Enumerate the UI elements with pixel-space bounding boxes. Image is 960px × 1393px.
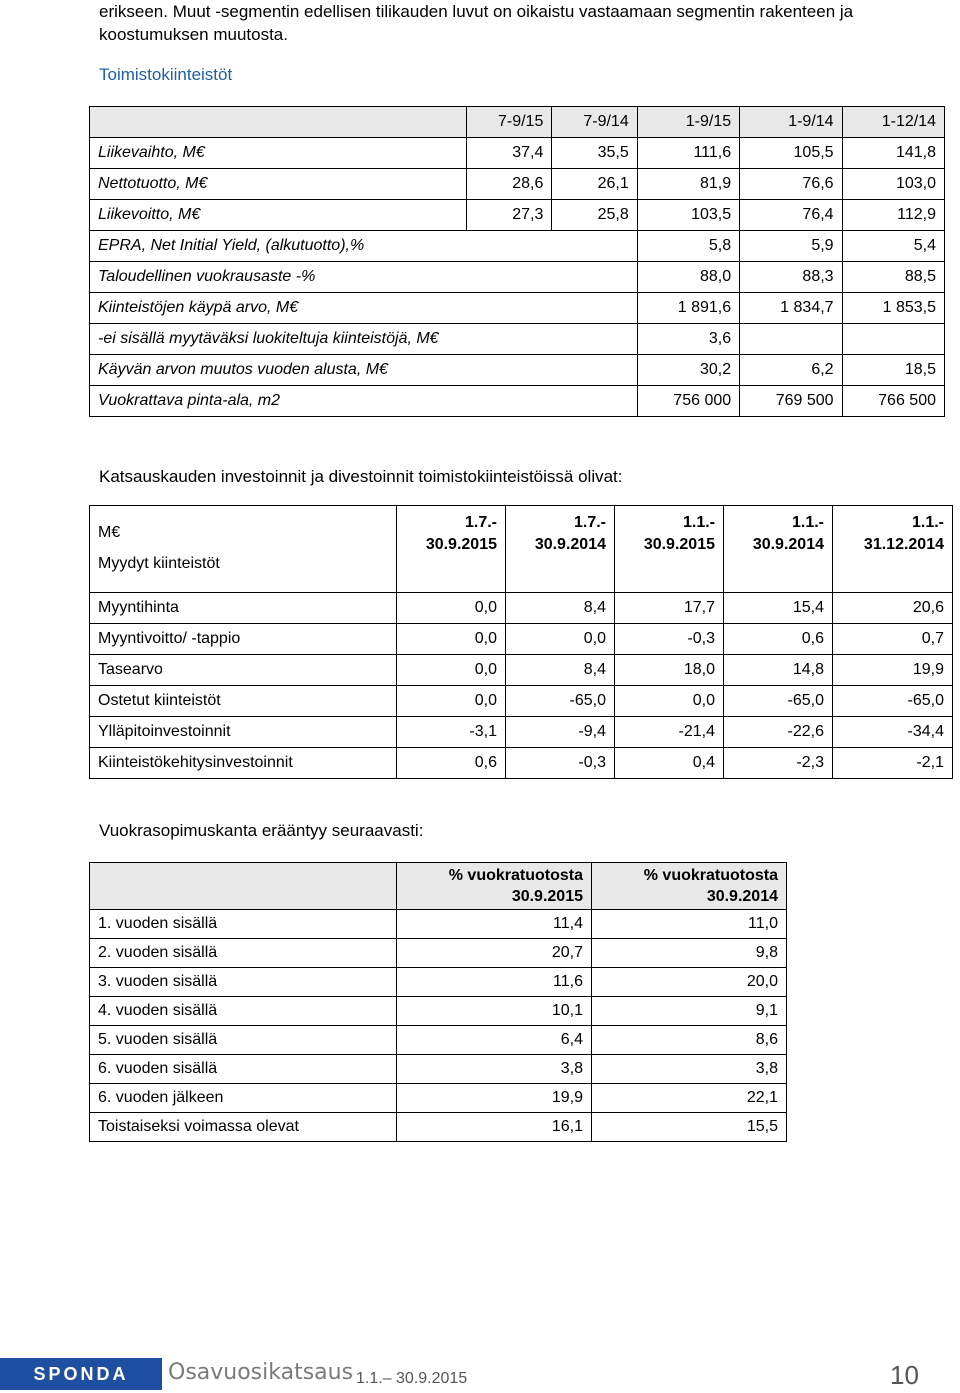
investments-table [89, 505, 953, 779]
table-row [90, 293, 945, 324]
cell-value: 11,0 [592, 910, 787, 939]
header-label-cell [90, 506, 397, 593]
cell-value: -65,0 [506, 686, 615, 717]
cell-value: 88,3 [740, 262, 842, 293]
cell-value: 9,8 [592, 939, 787, 968]
table-row [90, 624, 953, 655]
table-row [90, 231, 945, 262]
column-header: 1-12/14 [842, 107, 944, 138]
row-label: 3. vuoden sisällä [90, 968, 397, 997]
row-label: Liikevoitto, M€ [90, 200, 467, 231]
column-header-line1: 1.7.- [464, 514, 497, 531]
column-header-line2: 30.9.2014 [534, 536, 606, 553]
cell-value: -21,4 [615, 717, 724, 748]
cell-value: 27,3 [467, 200, 552, 231]
page-number: 10 [890, 1360, 919, 1390]
column-header [397, 863, 592, 910]
row-label: Ostetut kiinteistöt [90, 686, 397, 717]
row-label: Ylläpitoinvestoinnit [90, 717, 397, 748]
column-header-line2: 31.12.2014 [863, 536, 944, 553]
cell-value: 141,8 [842, 138, 944, 169]
subheading-sold-properties: Myydyt kiinteistöt [98, 555, 220, 572]
table-row [90, 968, 787, 997]
lease-expiry-table [89, 862, 787, 1142]
cell-value: 88,5 [842, 262, 944, 293]
cell-value: 1 834,7 [740, 293, 842, 324]
publication-name: Osavuosikatsaus [168, 1360, 354, 1385]
section-title-investments: Katsauskauden investoinnit ja divestoinnit toimistokiinteistöissä olivat: [99, 467, 623, 486]
column-header [397, 506, 506, 593]
cell-value: 103,5 [637, 200, 739, 231]
table-row [90, 1026, 787, 1055]
cell-value: 0,4 [615, 748, 724, 779]
cell-value: 5,9 [740, 231, 842, 262]
section-title-lease-expiry: Vuokrasopimuskanta erääntyy seuraavasti: [99, 821, 424, 840]
column-header-line2: 30.9.2015 [643, 536, 715, 553]
row-label: Käyvän arvon muutos vuoden alusta, M€ [90, 355, 638, 386]
cell-value: 105,5 [740, 138, 842, 169]
row-label: Liikevaihto, M€ [90, 138, 467, 169]
cell-value: 3,6 [637, 324, 739, 355]
cell-value: -2,3 [724, 748, 833, 779]
cell-value: 6,2 [740, 355, 842, 386]
cell-value: 35,5 [552, 138, 637, 169]
row-label: 4. vuoden sisällä [90, 997, 397, 1026]
sponda-logo: SPONDA [0, 1358, 162, 1390]
column-header: 7-9/15 [467, 107, 552, 138]
row-label: 5. vuoden sisällä [90, 1026, 397, 1055]
cell-value: 15,4 [724, 593, 833, 624]
cell-value: 11,6 [397, 968, 592, 997]
cell-value: -65,0 [724, 686, 833, 717]
cell-value: 0,7 [833, 624, 953, 655]
row-label: 2. vuoden sisällä [90, 939, 397, 968]
cell-value: -34,4 [833, 717, 953, 748]
table-row [90, 939, 787, 968]
column-header-line1: % vuokratuotosta [643, 867, 778, 884]
row-label: Kiinteistökehitysinvestoinnit [90, 748, 397, 779]
table-row [90, 262, 945, 293]
table-row [90, 593, 953, 624]
column-header-line1: % vuokratuotosta [448, 867, 583, 884]
cell-value: 769 500 [740, 386, 842, 417]
cell-value: 19,9 [833, 655, 953, 686]
cell-value: 26,1 [552, 169, 637, 200]
cell-value: 20,0 [592, 968, 787, 997]
cell-value: -65,0 [833, 686, 953, 717]
column-header [724, 506, 833, 593]
cell-value: 81,9 [637, 169, 739, 200]
row-label: 6. vuoden sisällä [90, 1055, 397, 1084]
cell-value: 16,1 [397, 1113, 592, 1142]
row-label: 1. vuoden sisällä [90, 910, 397, 939]
row-label: Myyntihinta [90, 593, 397, 624]
row-label: Vuokrattava pinta-ala, m2 [90, 386, 638, 417]
row-label: Nettotuotto, M€ [90, 169, 467, 200]
header-empty-cell [90, 863, 397, 910]
cell-value: 0,0 [397, 686, 506, 717]
table-header-row [90, 863, 787, 910]
cell-value: -0,3 [615, 624, 724, 655]
cell-value: 8,6 [592, 1026, 787, 1055]
column-header: 1-9/15 [637, 107, 739, 138]
table-header-row [90, 506, 953, 593]
column-header [592, 863, 787, 910]
table-row [90, 169, 945, 200]
cell-value: 88,0 [637, 262, 739, 293]
cell-value: 37,4 [467, 138, 552, 169]
row-label: Toistaiseksi voimassa olevat [90, 1113, 397, 1142]
table-row [90, 355, 945, 386]
cell-value: 103,0 [842, 169, 944, 200]
cell-value: 11,4 [397, 910, 592, 939]
row-label: Myyntivoitto/ -tappio [90, 624, 397, 655]
cell-value: -2,1 [833, 748, 953, 779]
cell-value: 28,6 [467, 169, 552, 200]
report-period: 1.1.– 30.9.2015 [356, 1370, 468, 1387]
cell-value: 18,0 [615, 655, 724, 686]
column-header-line2: 30.9.2014 [752, 536, 824, 553]
table-row [90, 686, 953, 717]
intro-paragraph: erikseen. Muut -segmentin edellisen tilikauden luvut on oikaistu vastaamaan segmentin rakenteen ja koostumuksen muutosta. [99, 2, 854, 44]
cell-value: 10,1 [397, 997, 592, 1026]
cell-value: 15,5 [592, 1113, 787, 1142]
column-header-line2: 30.9.2015 [511, 888, 583, 905]
cell-value: 112,9 [842, 200, 944, 231]
column-header-line2: 30.9.2015 [425, 536, 497, 553]
cell-value: 3,8 [592, 1055, 787, 1084]
cell-value: 766 500 [842, 386, 944, 417]
cell-value: 0,6 [724, 624, 833, 655]
table-row [90, 717, 953, 748]
cell-value: 14,8 [724, 655, 833, 686]
unit-label: M€ [98, 524, 121, 541]
column-header [833, 506, 953, 593]
office-properties-table [89, 106, 945, 417]
cell-value: 22,1 [592, 1084, 787, 1113]
cell-value: 19,9 [397, 1084, 592, 1113]
table-row [90, 386, 945, 417]
table-row [90, 997, 787, 1026]
cell-value: 3,8 [397, 1055, 592, 1084]
page-footer [0, 1352, 960, 1393]
row-label: EPRA, Net Initial Yield, (alkutuotto),% [90, 231, 638, 262]
row-label: Kiinteistöjen käypä arvo, M€ [90, 293, 638, 324]
column-header-line2: 30.9.2014 [706, 888, 778, 905]
table-row [90, 910, 787, 939]
cell-value: 76,6 [740, 169, 842, 200]
row-label: -ei sisällä myytäväksi luokiteltuja kiinteistöjä, M€ [90, 324, 638, 355]
row-label: Tasearvo [90, 655, 397, 686]
cell-value: 8,4 [506, 593, 615, 624]
cell-value: 0,0 [397, 624, 506, 655]
column-header-line1: 1.1.- [911, 514, 944, 531]
column-header: 7-9/14 [552, 107, 637, 138]
cell-value [740, 324, 842, 355]
table-row [90, 1113, 787, 1142]
row-label: Taloudellinen vuokrausaste -% [90, 262, 638, 293]
column-header [615, 506, 724, 593]
cell-value: 0,0 [397, 655, 506, 686]
cell-value: -9,4 [506, 717, 615, 748]
cell-value: -0,3 [506, 748, 615, 779]
column-header-line1: 1.1.- [682, 514, 715, 531]
cell-value: 18,5 [842, 355, 944, 386]
cell-value: 1 891,6 [637, 293, 739, 324]
cell-value: 17,7 [615, 593, 724, 624]
table-row [90, 1055, 787, 1084]
header-empty-cell [90, 107, 467, 138]
column-header: 1-9/14 [740, 107, 842, 138]
table-row [90, 655, 953, 686]
cell-value: 8,4 [506, 655, 615, 686]
section-title-office-properties: Toimistokiinteistöt [99, 65, 233, 84]
cell-value: 25,8 [552, 200, 637, 231]
table-row [90, 748, 953, 779]
table-header-row [90, 107, 945, 138]
cell-value: 76,4 [740, 200, 842, 231]
cell-value: -22,6 [724, 717, 833, 748]
cell-value: 6,4 [397, 1026, 592, 1055]
table-row [90, 1084, 787, 1113]
table-row [90, 138, 945, 169]
cell-value: 111,6 [637, 138, 739, 169]
cell-value: 20,6 [833, 593, 953, 624]
cell-value: -3,1 [397, 717, 506, 748]
cell-value: 30,2 [637, 355, 739, 386]
cell-value: 5,4 [842, 231, 944, 262]
row-label: 6. vuoden jälkeen [90, 1084, 397, 1113]
cell-value: 0,0 [506, 624, 615, 655]
cell-value: 0,0 [397, 593, 506, 624]
cell-value: 20,7 [397, 939, 592, 968]
cell-value: 9,1 [592, 997, 787, 1026]
cell-value [842, 324, 944, 355]
cell-value: 0,6 [397, 748, 506, 779]
column-header-line1: 1.1.- [791, 514, 824, 531]
cell-value: 0,0 [615, 686, 724, 717]
table-row [90, 200, 945, 231]
column-header-line1: 1.7.- [573, 514, 606, 531]
cell-value: 1 853,5 [842, 293, 944, 324]
cell-value: 756 000 [637, 386, 739, 417]
table-row [90, 324, 945, 355]
cell-value: 5,8 [637, 231, 739, 262]
column-header [506, 506, 615, 593]
